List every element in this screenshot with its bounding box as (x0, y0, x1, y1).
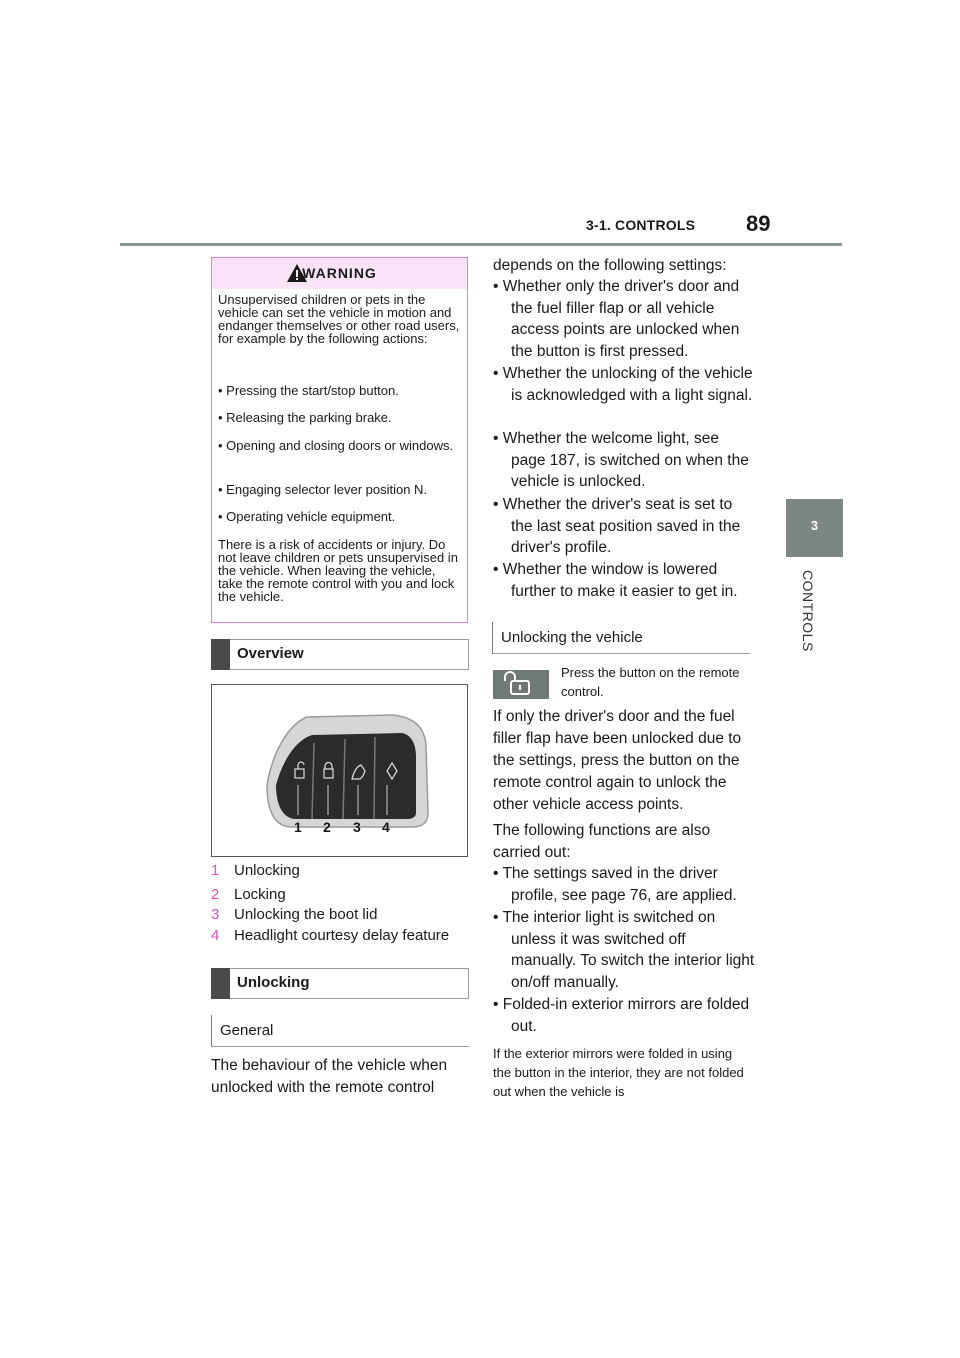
chapter-tab-number: 3 (810, 518, 819, 533)
unlock-button-icon (493, 670, 549, 699)
chapter-side-label: CONTROLS (800, 570, 816, 652)
warning-bullet: • Operating vehicle equipment. (218, 509, 396, 524)
remote-key-image (212, 685, 467, 856)
settings-bullet: • Whether the welcome light, see page 187, is switched on when the vehicle is unlocked. (493, 430, 749, 491)
running-header-section: 3-1. CONTROLS (586, 217, 696, 233)
overview-heading-label: Overview (237, 645, 304, 662)
unlocking-vehicle-subheading (492, 622, 750, 654)
legend-text: Unlocking (234, 862, 300, 879)
general-subheading (211, 1015, 469, 1047)
warning-bullet: • Engaging selector lever position N. (218, 482, 428, 497)
unlocking-heading (211, 968, 469, 999)
unlock-paragraph: If only the driver's door and the fuel filler flap have been unlocked due to the settings, press the button on the remote control again to unlock the other vehicle access points. (493, 708, 742, 813)
legend-text: Unlocking the boot lid (234, 906, 378, 923)
unlocking-heading-label: Unlocking (237, 974, 310, 991)
settings-bullet: • Whether the driver's seat is set to the last seat position saved in the driver's profile. (493, 496, 741, 557)
functions-bullet: • Folded-in exterior mirrors are folded out. (493, 996, 750, 1035)
legend-number: 2 (211, 886, 220, 903)
header-rule (120, 243, 842, 246)
warning-bullet: • Opening and closing doors or windows. (218, 438, 454, 453)
settings-bullet: • Whether only the driver's door and the fuel filler flap or all vehicle access points are unlocked when the button is first pressed. (493, 278, 740, 360)
callout-number: 1 (294, 819, 302, 835)
settings-intro: depends on the following settings: (493, 257, 727, 274)
legend-text: Headlight courtesy delay feature (234, 927, 450, 944)
warning-closing: There is a risk of accidents or injury. Do not leave children or pets unsupervised in the vehicle. When leaving the vehicle, take the remote control with you and lock the vehicle. (218, 537, 458, 604)
general-text: The behaviour of the vehicle when unlocked with the remote control (211, 1057, 448, 1096)
functions-bullet: • The settings saved in the driver profile, see page 76, are applied. (493, 865, 737, 904)
callout-number: 3 (353, 819, 361, 835)
heading-bar (211, 639, 230, 670)
press-button-text: Press the button on the remote control. (561, 665, 740, 699)
warning-box (211, 257, 468, 623)
heading-bar (211, 968, 230, 999)
callout-number: 2 (323, 819, 331, 835)
warning-intro: Unsupervised children or pets in the vehicle can set the vehicle in motion and endanger themselves or other road users, for example by the following actions: (218, 292, 460, 346)
general-subheading-label: General (220, 1022, 274, 1039)
warning-bullet: • Releasing the parking brake. (218, 410, 392, 425)
functions-bullet: • The interior light is switched on unless it was switched off manually. To switch the interior light on/off manually. (493, 909, 755, 991)
warning-title: WARNING (302, 265, 377, 281)
warning-bullet: • Pressing the start/stop button. (218, 383, 399, 398)
legend-number: 3 (211, 906, 220, 923)
settings-bullet: • Whether the unlocking of the vehicle is acknowledged with a light signal. (493, 365, 753, 404)
callout-number: 4 (382, 819, 390, 835)
legend-text: Locking (234, 886, 286, 903)
unlock-padlock-icon (493, 670, 549, 699)
legend-number: 1 (211, 862, 220, 879)
mirror-note: If the exterior mirrors were folded in using the button in the interior, they are not folded out when the vehicle is (493, 1046, 744, 1099)
functions-intro: The following functions are also carried out: (493, 822, 711, 861)
page-number: 89 (746, 211, 771, 236)
unlocking-vehicle-subheading-label: Unlocking the vehicle (501, 629, 643, 646)
settings-bullet: • Whether the window is lowered further to make it easier to get in. (493, 561, 738, 600)
legend-number: 4 (211, 927, 220, 944)
overview-heading (211, 639, 469, 670)
remote-key-illustration (211, 684, 468, 857)
